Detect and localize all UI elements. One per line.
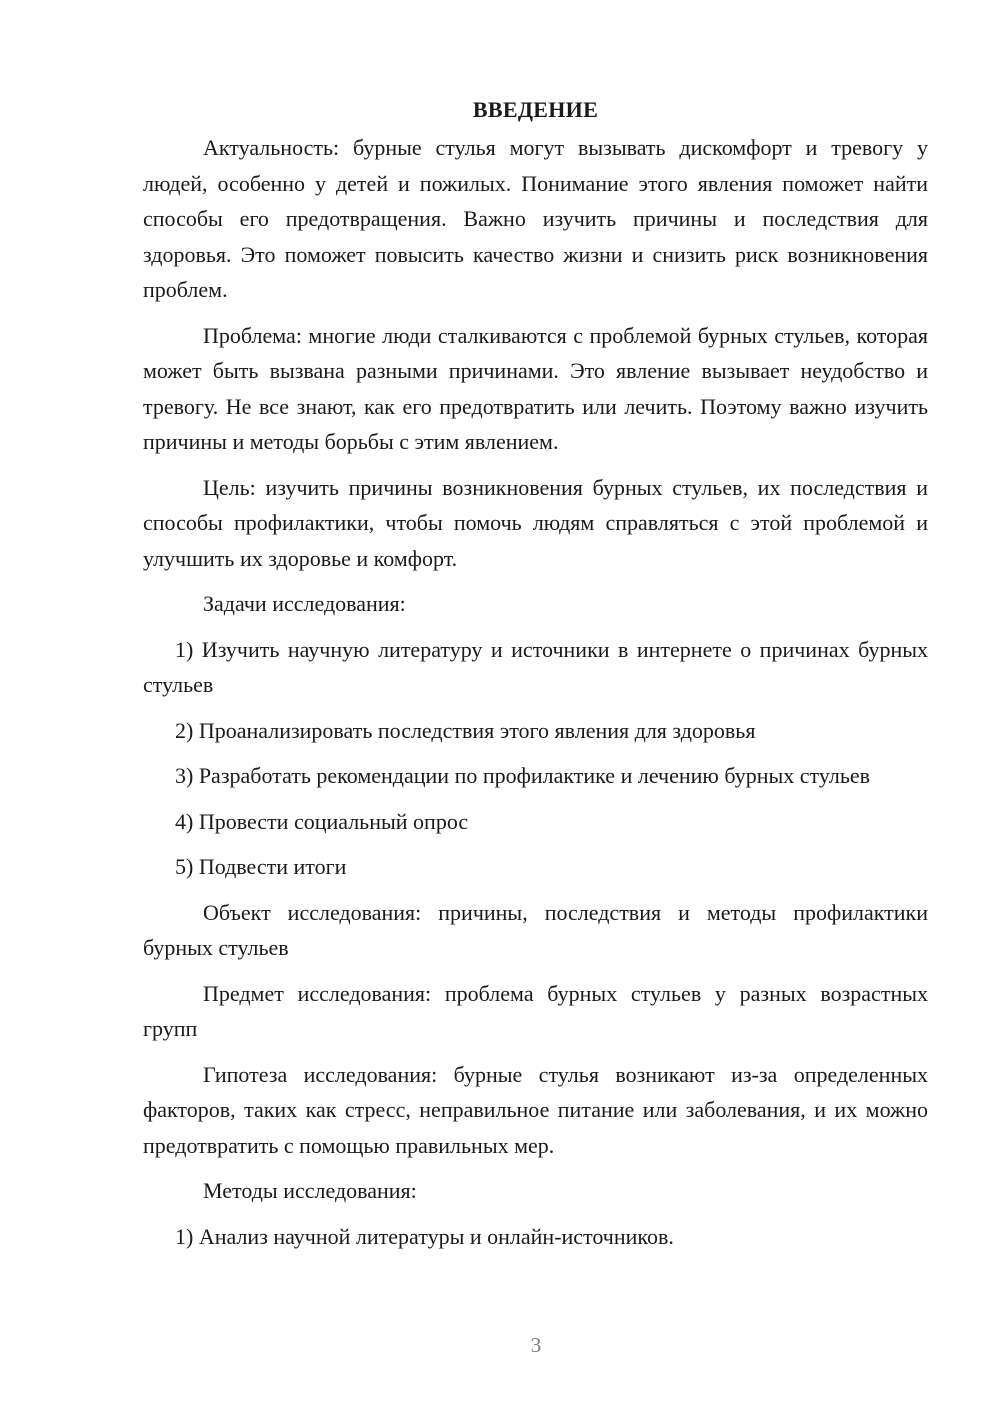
section-title: ВВЕДЕНИЕ [472, 97, 599, 122]
paragraph-relevance: Актуальность: бурные стулья могут вызывать дискомфорт и тревогу у людей, особенно у детей и пожилых. Понимание этого явления поможет найти способы его предотвращения. Важно изучить причины и последствия для здоровья. Это поможет повысить качество жизни и снизить риск возникновения проблем. [143, 135, 928, 302]
paragraph-goal: Цель: изучить причины возникновения бурных стульев, их последствия и способы профилактики, чтобы помочь людям справляться с этой проблемой и улучшить их здоровье и комфорт. [143, 474, 928, 571]
paragraph-object: Объект исследования: причины, последствия и методы профилактики бурных стульев [143, 899, 928, 960]
task-item-5: 5) Подвести итоги [175, 854, 347, 879]
page-content [143, 92, 928, 1264]
paragraph-methods-heading: Методы исследования: [203, 1178, 417, 1203]
paragraph-subject: Предмет исследования: проблема бурных стульев у разных возрастных групп [143, 980, 928, 1041]
task-item-4: 4) Провести социальный опрос [175, 808, 469, 834]
paragraph-hypothesis: Гипотеза исследования: бурные стулья возникают из-за определенных факторов, таких как стресс, неправильное питание или заболевания, и их можно предотвратить с помощью правильных мер. [143, 1061, 928, 1158]
paragraph-problem: Проблема: многие люди сталкиваются с проблемой бурных стульев, которая может быть вызвана разными причинами. Это явление вызывает неудобство и тревогу. Не все знают, как его предотвратить или лечить. Поэтому важно изучить причины и методы борьбы с этим явлением. [143, 322, 928, 454]
task-item-3: 3) Разработать рекомендации по профилактике и лечению бурных стульев [175, 763, 871, 788]
task-item-1: 1) Изучить научную литературу и источники в интернете о причинах бурных стульев [143, 636, 928, 697]
page-number: 3 [530, 1333, 542, 1357]
task-item-2: 2) Проанализировать последствия этого явления для здоровья [175, 717, 756, 743]
paragraph-tasks-heading: Задачи исследования: [203, 591, 406, 616]
method-item-1: 1) Анализ научной литературы и онлайн-источников. [175, 1223, 674, 1249]
